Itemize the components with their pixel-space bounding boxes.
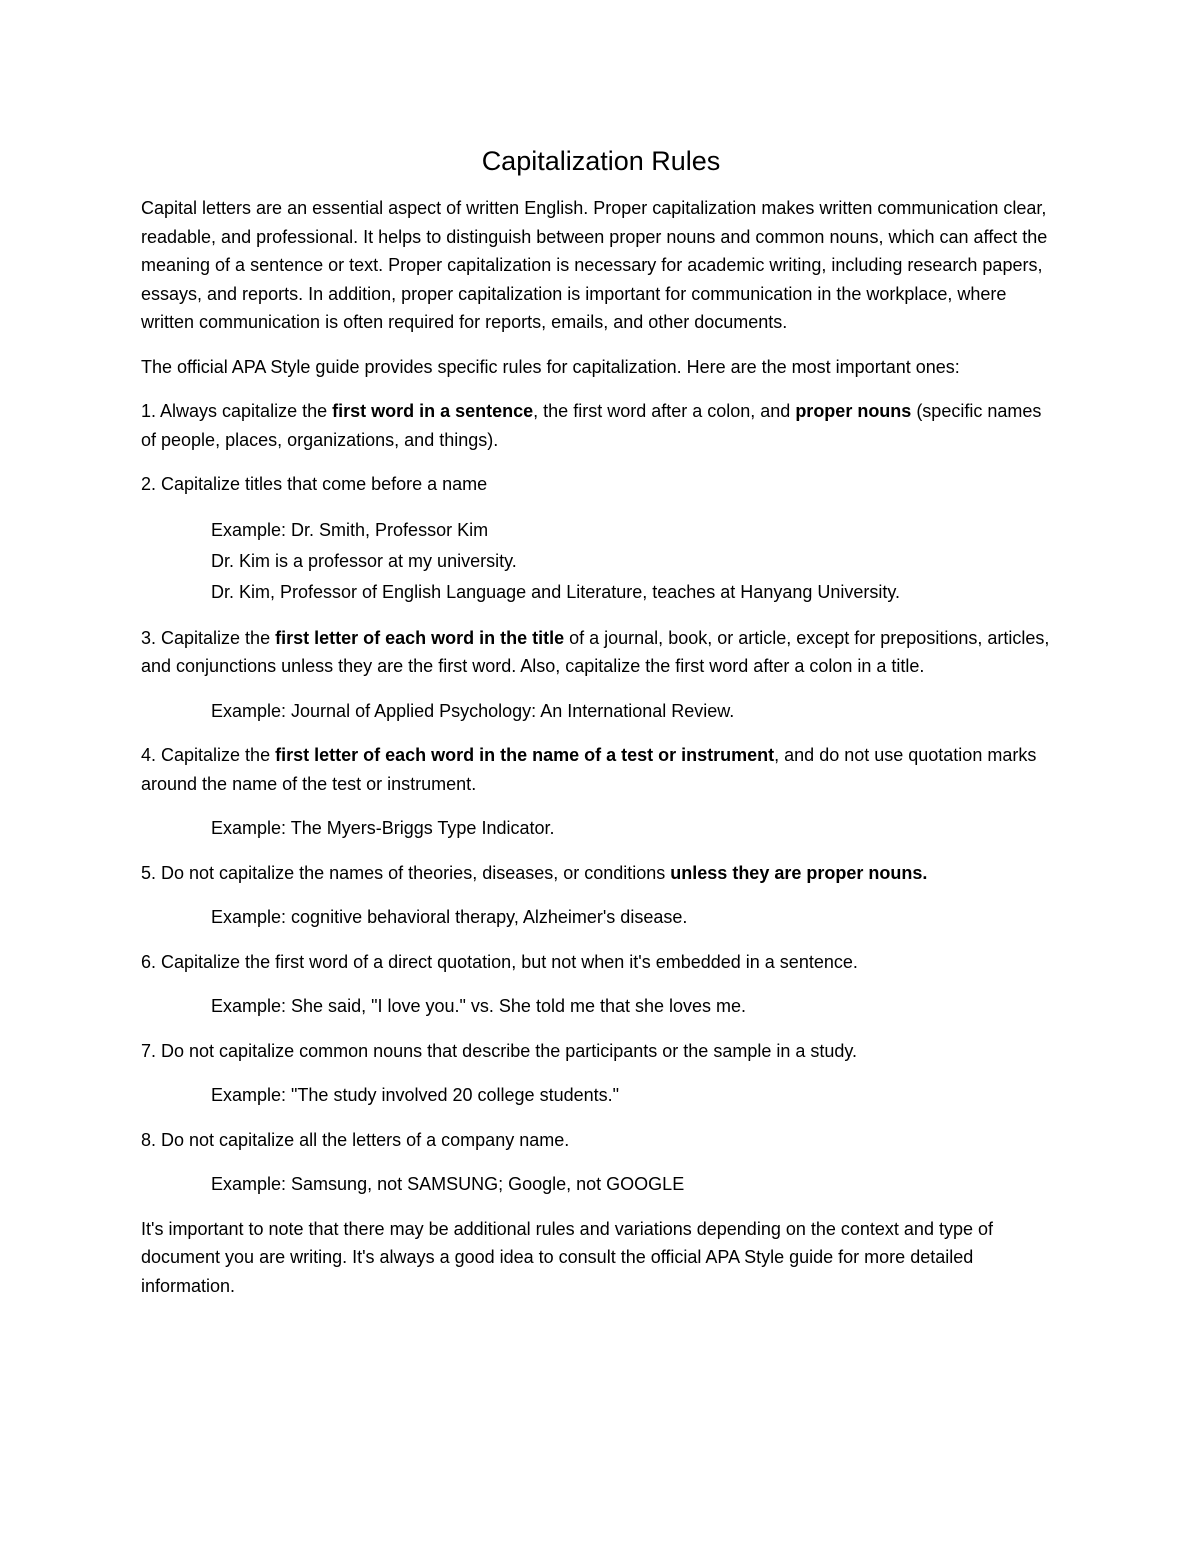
rule-4-text: 4. Capitalize the [141,745,276,765]
rule-2: 2. Capitalize titles that come before a name [141,474,488,494]
rule-3-text: 3. Capitalize the [141,627,276,648]
rule-8: 8. Do not capitalize all the letters of a company name. [141,1129,570,1150]
rule-7: 7. Do not capitalize common nouns that describe the participants or the sample in a study. [141,1040,858,1061]
rule-2-example-3: Dr. Kim, Professor of English Language and Literature, teaches at Hanyang University. [211,581,901,602]
rule-1-text-cont: , the first word after a colon, and [533,401,796,421]
rule-2-examples [141,515,1061,608]
rule-3-example-line: Example: Journal of Applied Psychology: An International Review. [211,700,735,721]
rule-1 [141,397,1061,454]
rule-4-example [141,814,1061,843]
rule-2-example-1: Example: Dr. Smith, Professor Kim [211,519,489,540]
rule-2-example-2: Dr. Kim is a professor at my university. [211,550,517,571]
rule-5-bold: unless they are proper nouns. [670,862,928,883]
rule-6-example-line: Example: She said, "I love you." vs. She told me that she loves me. [211,996,747,1016]
page-title: Capitalization Rules [481,146,721,176]
rule-4-text-cont: , and do not use quotation marks around the name of the test or instrument. [141,745,1037,794]
rule-8-example [141,1170,1061,1199]
rule-6-example [141,992,1061,1021]
rule-3-text-cont: of a journal, book, or article, except for prepositions, articles, and conjunctions unless they are the first word. Also, capitalize the first word after a colon in a title. [141,627,1050,676]
rule-3 [141,624,1061,681]
rule-1-bold-2: proper nouns [795,401,912,421]
rule-8-example-line: Example: Samsung, not SAMSUNG; Google, not GOOGLE [211,1174,685,1194]
rule-1-text-end: (specific names of people, places, organizations, and things). [141,401,1042,450]
rule-1-text: 1. Always capitalize the [141,401,333,421]
rule-1-bold: first word in a sentence [332,401,534,421]
apa-intro-paragraph: The official APA Style guide provides specific rules for capitalization. Here are the most important ones: [141,356,960,377]
rule-6: 6. Capitalize the first word of a direct quotation, but not when it's embedded in a sentence. [141,951,858,972]
rule-4-example-line: Example: The Myers-Briggs Type Indicator. [211,818,555,838]
rule-4-bold: first letter of each word in the name of a test or instrument [275,745,775,765]
rule-5 [141,859,1061,888]
closing-paragraph: It's important to note that there may be additional rules and variations depending on the context and type of document you are writing. It's always a good idea to consult the official APA Style guide for more detailed information. [141,1218,993,1296]
rule-3-example [141,697,1061,726]
intro-paragraph: Capital letters are an essential aspect of written English. Proper capitalization makes written communication clear, readable, and professional. It helps to distinguish between proper nouns and common nouns, which can affect the meaning of a sentence or text. Proper capitalization is necessary for academic writing, including research papers, essays, and reports. In addition, proper capitalization is important for communication in the workplace, where written communication is often required for reports, emails, and other documents. [141,198,1048,332]
rule-3-bold: first letter of each word in the title [275,627,565,648]
rule-7-example [141,1081,1061,1110]
rule-4 [141,741,1061,798]
rule-7-example-line: Example: "The study involved 20 college students." [211,1085,620,1105]
rule-5-example-line: Example: cognitive behavioral therapy, Alzheimer's disease. [211,907,688,927]
rule-5-text: 5. Do not capitalize the names of theories, diseases, or conditions [141,862,671,883]
rule-5-example [141,903,1061,932]
document-body [141,142,1061,1316]
